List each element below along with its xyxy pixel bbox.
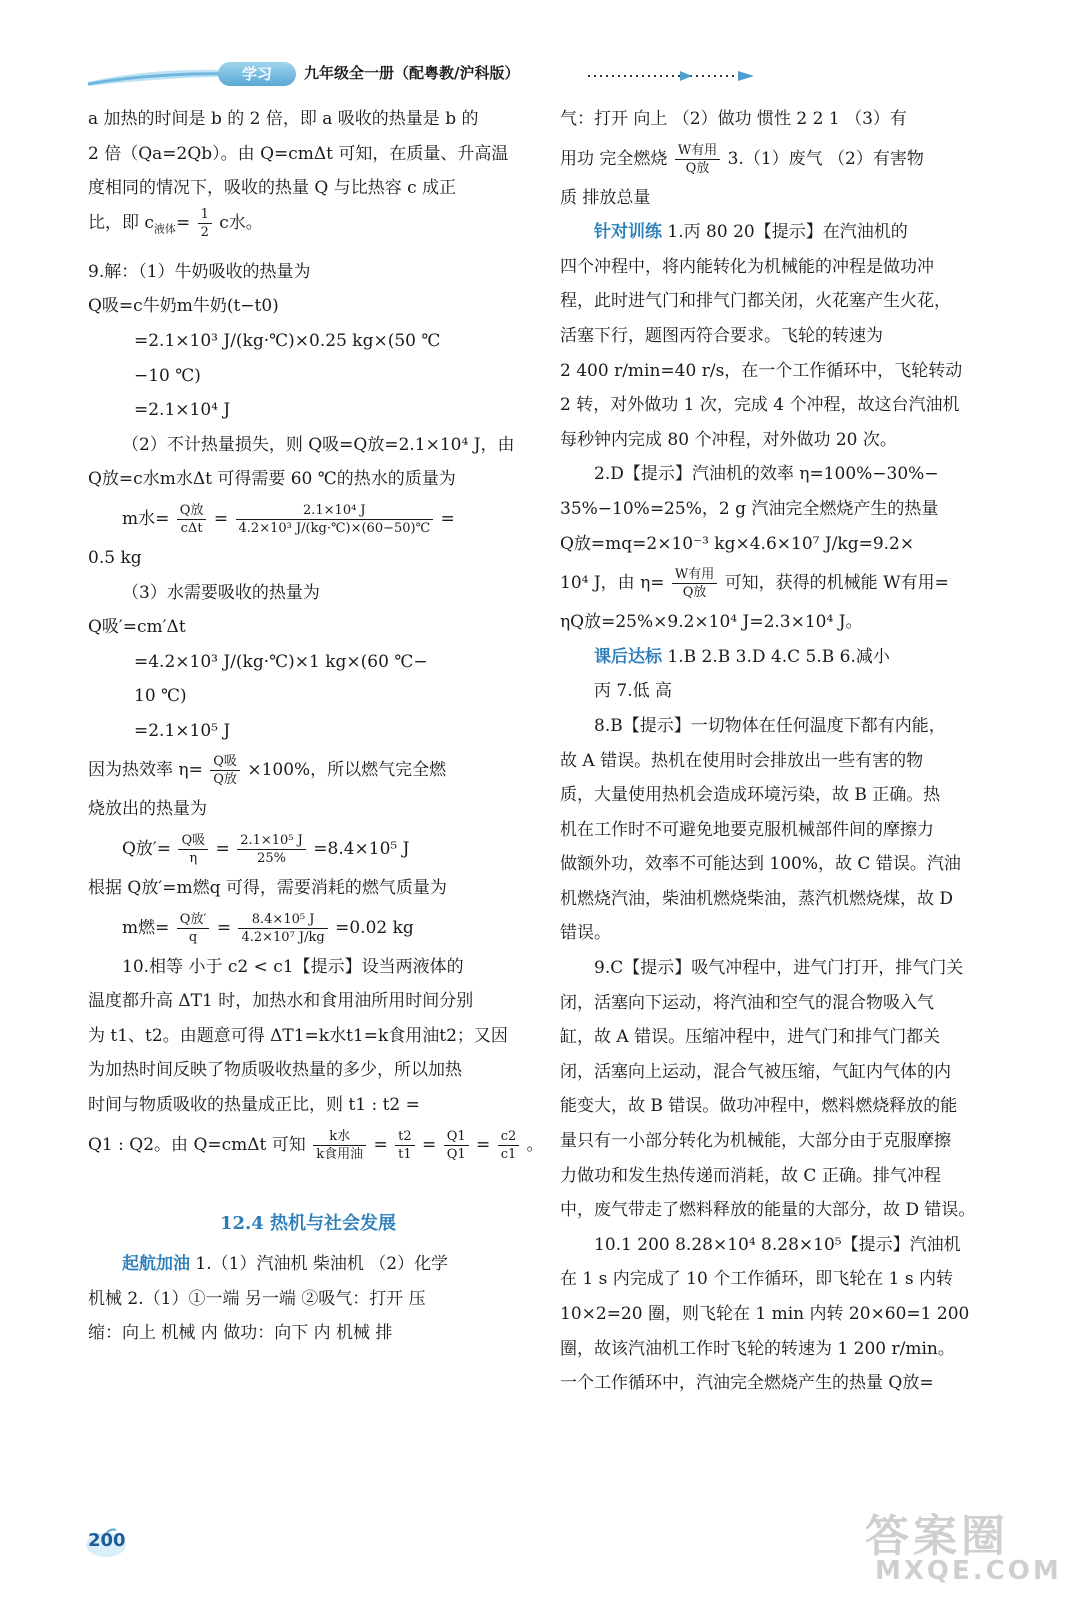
text-run: 比，即 c	[88, 212, 154, 233]
text-line: 2 倍（Qa=2Qb）。由 Q=cmΔt 可知，在质量、升高温	[88, 143, 509, 164]
fraction-denominator: 4.2×10³ J/(kg·℃)×(60−50)℃	[238, 520, 431, 536]
text-line: a 加热的时间是 b 的 2 倍，即 a 吸收的热量是 b 的	[88, 109, 479, 129]
fraction-denominator: q	[188, 929, 198, 945]
text-line: 闭，活塞向下运动，将汽油和空气的混合物吸入气	[560, 992, 934, 1013]
equation-line: Q吸=c牛奶m牛奶(t−t0)	[88, 296, 279, 317]
text-line: Q放=c水m水Δt 可得需要 60 ℃的热水的质量为	[88, 469, 456, 490]
text-run: 因为热效率 η=	[88, 760, 203, 781]
fraction-numerator: Q放′	[177, 911, 210, 929]
header-arrow-icon	[588, 70, 756, 82]
text-line	[88, 748, 528, 792]
page-number-text: 200	[88, 1530, 126, 1551]
fraction	[444, 1128, 469, 1163]
text-run: Q1 : Q2。由 Q=cmΔt 可知	[88, 1134, 306, 1155]
fraction	[237, 832, 306, 867]
fraction-denominator: Q放	[685, 160, 710, 176]
section-title: 12.4 热机与社会发展	[219, 1212, 397, 1234]
text-line: 程，此时进气门和排气门都关闭，火花塞产生火花，	[560, 291, 951, 312]
text-run: =	[175, 212, 191, 233]
text-run: =	[213, 508, 229, 529]
text-run: 用功 完全燃烧	[560, 148, 668, 169]
watermark-bottom-text: MXQE.COM	[875, 1556, 1062, 1586]
fraction	[672, 566, 717, 601]
fraction	[498, 1128, 520, 1163]
text-line: 在 1 s 内完成了 10 个工作循环，即飞轮在 1 s 内转	[560, 1269, 953, 1290]
fraction-denominator: 25%	[257, 851, 286, 867]
text-line: ηQ放=25%×9.2×10⁴ J=2.3×10⁴ J。	[560, 612, 863, 633]
fraction	[210, 753, 240, 788]
text-run: =8.4×10⁵ J	[313, 839, 410, 860]
text-line: 根据 Q放′=m燃q 可得，需要消耗的燃气质量为	[88, 878, 447, 899]
text-run: 3.（1）废气 （2）有害物	[727, 148, 924, 169]
right-column	[560, 102, 990, 1401]
watermark-top-text: 答案圈	[865, 1511, 1009, 1562]
text-line: 力做功和发生热传递而消耗，故 C 正确。排气冲程	[560, 1165, 941, 1186]
question-9-heading: 9.解：（1）牛奶吸收的热量为	[88, 261, 311, 282]
text-line: Q放=mq=2×10⁻³ kg×4.6×10⁷ J/kg=9.2×	[560, 533, 915, 554]
text-line: 活塞下行，题图丙符合要求。飞轮的转速为	[560, 325, 883, 346]
text-run: 1.（1）汽油机 柴油机 （2）化学	[190, 1254, 449, 1275]
text-line: 缸，故 A 错误。压缩冲程中，进气门和排气门都关	[560, 1027, 941, 1048]
text-line	[88, 1247, 528, 1282]
fraction	[177, 911, 210, 946]
text-run: 10⁴ J，由 η=	[560, 573, 665, 594]
subsection-heading: 起航加油	[122, 1254, 190, 1275]
text-line: 每秒钟内完成 80 个冲程，对外做功 20 次。	[560, 429, 897, 450]
text-run: =	[476, 1134, 491, 1155]
fraction-numerator: Q1	[444, 1128, 469, 1146]
fraction-numerator: t2	[395, 1128, 415, 1146]
header-logo: 学习	[218, 62, 296, 86]
text-line: 缩：向上 机械 内 做功：向下 内 机械 排	[88, 1323, 393, 1344]
fraction-numerator: k水	[313, 1128, 366, 1146]
text-run: =	[422, 1134, 437, 1155]
header-title: 九年级全一册（配粤教/沪科版）	[304, 64, 520, 82]
fraction-denominator: Q放	[682, 585, 707, 601]
text-line: 故 A 错误。热机在使用时会排放出一些有害的物	[560, 750, 924, 771]
fraction-denominator: k食用油	[316, 1146, 364, 1162]
text-run: 可知，获得的机械能 W有用=	[724, 573, 949, 594]
text-run: 1.B 2.B 3.D 4.C 5.B 6.减小	[662, 646, 890, 667]
text-line: （2）不计热量损失，则 Q吸=Q放=2.1×10⁴ J，由	[122, 434, 515, 455]
text-line: 丙 7.低 高	[594, 681, 673, 702]
text-line: 温度都升高 ΔT1 时，加热水和食用油所用时间分别	[88, 991, 474, 1012]
equation-line: =2.1×10³ J/(kg·℃)×0.25 kg×(50 ℃	[134, 330, 441, 351]
fraction-denominator: 2	[200, 224, 209, 240]
text-line: 0.5 kg	[88, 547, 142, 568]
text-run: m水=	[122, 508, 170, 529]
fraction	[395, 1128, 415, 1163]
fraction-numerator: c2	[498, 1128, 520, 1146]
left-column	[88, 102, 544, 1351]
fraction-numerator: Q吸	[178, 832, 208, 850]
text-line: 度相同的情况下，吸收的热量 Q 与比热容 c 成正	[88, 178, 457, 199]
text-line: 35%−10%=25%，2 g 汽油完全燃烧产生的热量	[560, 498, 939, 519]
equation-line	[88, 827, 528, 871]
fraction-numerator: W有用	[672, 566, 717, 584]
text-line: 10×2=20 圈，则飞轮在 1 min 内转 20×60=1 200	[560, 1304, 970, 1324]
equation-line: −10 ℃)	[134, 365, 201, 386]
equation-line	[88, 1123, 544, 1167]
fraction-numerator: 2.1×10⁵ J	[237, 832, 306, 850]
fraction-denominator: c1	[500, 1146, 517, 1162]
text-run: Q放′=	[122, 839, 172, 860]
question-10-answer: 10.相等 小于 c2 < c1【提示】设当两液体的	[122, 956, 464, 977]
fraction-numerator: 8.4×10⁵ J	[238, 911, 327, 929]
text-line	[560, 561, 990, 605]
text-line: 2.D【提示】汽油机的效率 η=100%−30%−	[594, 464, 939, 485]
equation-line: 10 ℃)	[134, 686, 187, 707]
text-line: 质 排放总量	[560, 187, 651, 208]
equation-line: =4.2×10³ J/(kg·℃)×1 kg×(60 ℃−	[134, 651, 428, 672]
equation-line: Q吸′=cm′Δt	[88, 617, 186, 638]
text-run: =	[373, 1134, 388, 1155]
equation-line	[88, 906, 528, 950]
fraction-denominator: t1	[398, 1146, 412, 1162]
subsection-heading: 课后达标	[594, 646, 662, 667]
text-line: 能变大，故 B 错误。做功冲程中，燃料燃烧释放的能	[560, 1096, 958, 1117]
text-line: 机燃烧汽油，柴油机燃烧柴油，蒸汽机燃烧煤，故 D	[560, 888, 954, 909]
text-line: 9.C【提示】吸气冲程中，进气门打开，排气门关	[594, 958, 964, 979]
text-line: 中，废气带走了燃料释放的能量的大部分，故 D 错误。	[560, 1200, 976, 1221]
text-line: 质，大量使用热机会造成环境污染，故 B 正确。热	[560, 785, 941, 806]
fraction-denominator: η	[189, 851, 198, 867]
fraction	[313, 1128, 366, 1163]
text-line	[88, 206, 528, 247]
fraction-denominator: 4.2×10⁷ J/kg	[241, 929, 325, 945]
text-line	[560, 137, 990, 181]
text-line: 气：打开 向上 （2）做功 惯性 2 2 1 （3）有	[560, 109, 907, 129]
text-line	[560, 215, 990, 250]
text-run: =	[215, 839, 230, 860]
text-line: 四个冲程中，将内能转化为机械能的冲程是做功冲	[560, 256, 934, 277]
text-line: （3）水需要吸收的热量为	[122, 582, 320, 603]
text-run: =	[440, 508, 455, 529]
text-run: =0.02 kg	[335, 917, 414, 938]
text-line: 圈，故该汽油机工作时飞轮的转速为 1 200 r/min。	[560, 1338, 955, 1359]
text-line: 为加热时间反映了物质吸收热量的多少，所以加热	[88, 1060, 462, 1081]
fraction-denominator: Q1	[446, 1146, 466, 1162]
text-line: 闭，活塞向上运动，混合气被压缩，气缸内气体的内	[560, 1061, 951, 1082]
page-header	[88, 58, 688, 90]
text-line: 为 t1、t2。由题意可得 ΔT1=k水t1=k食用油t2；又因	[88, 1025, 508, 1046]
text-run: 。	[526, 1134, 544, 1155]
fraction-denominator: cΔt	[180, 520, 203, 536]
fraction-numerator: Q吸	[210, 753, 240, 771]
text-line: 烧放出的热量为	[88, 799, 207, 820]
fraction	[238, 911, 327, 946]
text-line: 一个工作循环中，汽油完全燃烧产生的热量 Q放=	[560, 1373, 934, 1394]
text-line: 机械 2.（1）①一端 另一端 ②吸气：打开 压	[88, 1288, 426, 1309]
text-line	[560, 640, 990, 675]
text-line: 错误。	[560, 923, 611, 944]
text-line: 8.B【提示】一切物体在任何温度下都有内能，	[594, 715, 946, 736]
watermark	[845, 1500, 1062, 1590]
fraction	[177, 502, 207, 537]
fraction	[675, 142, 720, 177]
text-line: 2 转，对外做功 1 次，完成 4 个冲程，故这台汽油机	[560, 395, 960, 416]
fraction-denominator: Q放	[213, 772, 237, 788]
text-run: c水。	[219, 212, 263, 233]
text-line: 时间与物质吸收的热量成正比，则 t1 : t2 =	[88, 1095, 420, 1116]
text-line: 做额外功，效率不可能达到 100%，故 C 错误。汽油	[560, 854, 961, 875]
text-run: ×100%，所以燃气完全燃	[247, 760, 447, 781]
equation-line: =2.1×10⁴ J	[134, 400, 231, 421]
fraction-numerator: W有用	[675, 142, 720, 160]
text-run: =	[216, 917, 232, 938]
page-number	[84, 1528, 132, 1560]
text-run: m燃=	[122, 917, 170, 938]
fraction-numerator: 2.1×10⁴ J	[236, 502, 434, 520]
equation-line: =2.1×10⁵ J	[134, 720, 231, 741]
text-run: 1.丙 80 20【提示】在汽油机的	[662, 222, 908, 243]
text-line: 量只有一小部分转化为机械能，大部分由于克服摩擦	[560, 1131, 951, 1152]
subsection-heading: 针对训练	[594, 222, 662, 243]
fraction	[198, 206, 212, 241]
text-line: 10.1 200 8.28×10⁴ 8.28×10⁵【提示】汽油机	[594, 1234, 961, 1255]
fraction	[236, 502, 434, 537]
text-line: 2 400 r/min=40 r/s，在一个工作循环中，飞轮转动	[560, 360, 963, 381]
fraction-numerator: Q放	[177, 502, 207, 520]
subscript: 液体	[153, 222, 176, 236]
text-line: 机在工作时不可避免地要克服机械部件间的摩擦力	[560, 819, 934, 840]
fraction	[178, 832, 208, 867]
equation-line	[88, 497, 528, 541]
fraction-numerator: 1	[198, 206, 212, 224]
